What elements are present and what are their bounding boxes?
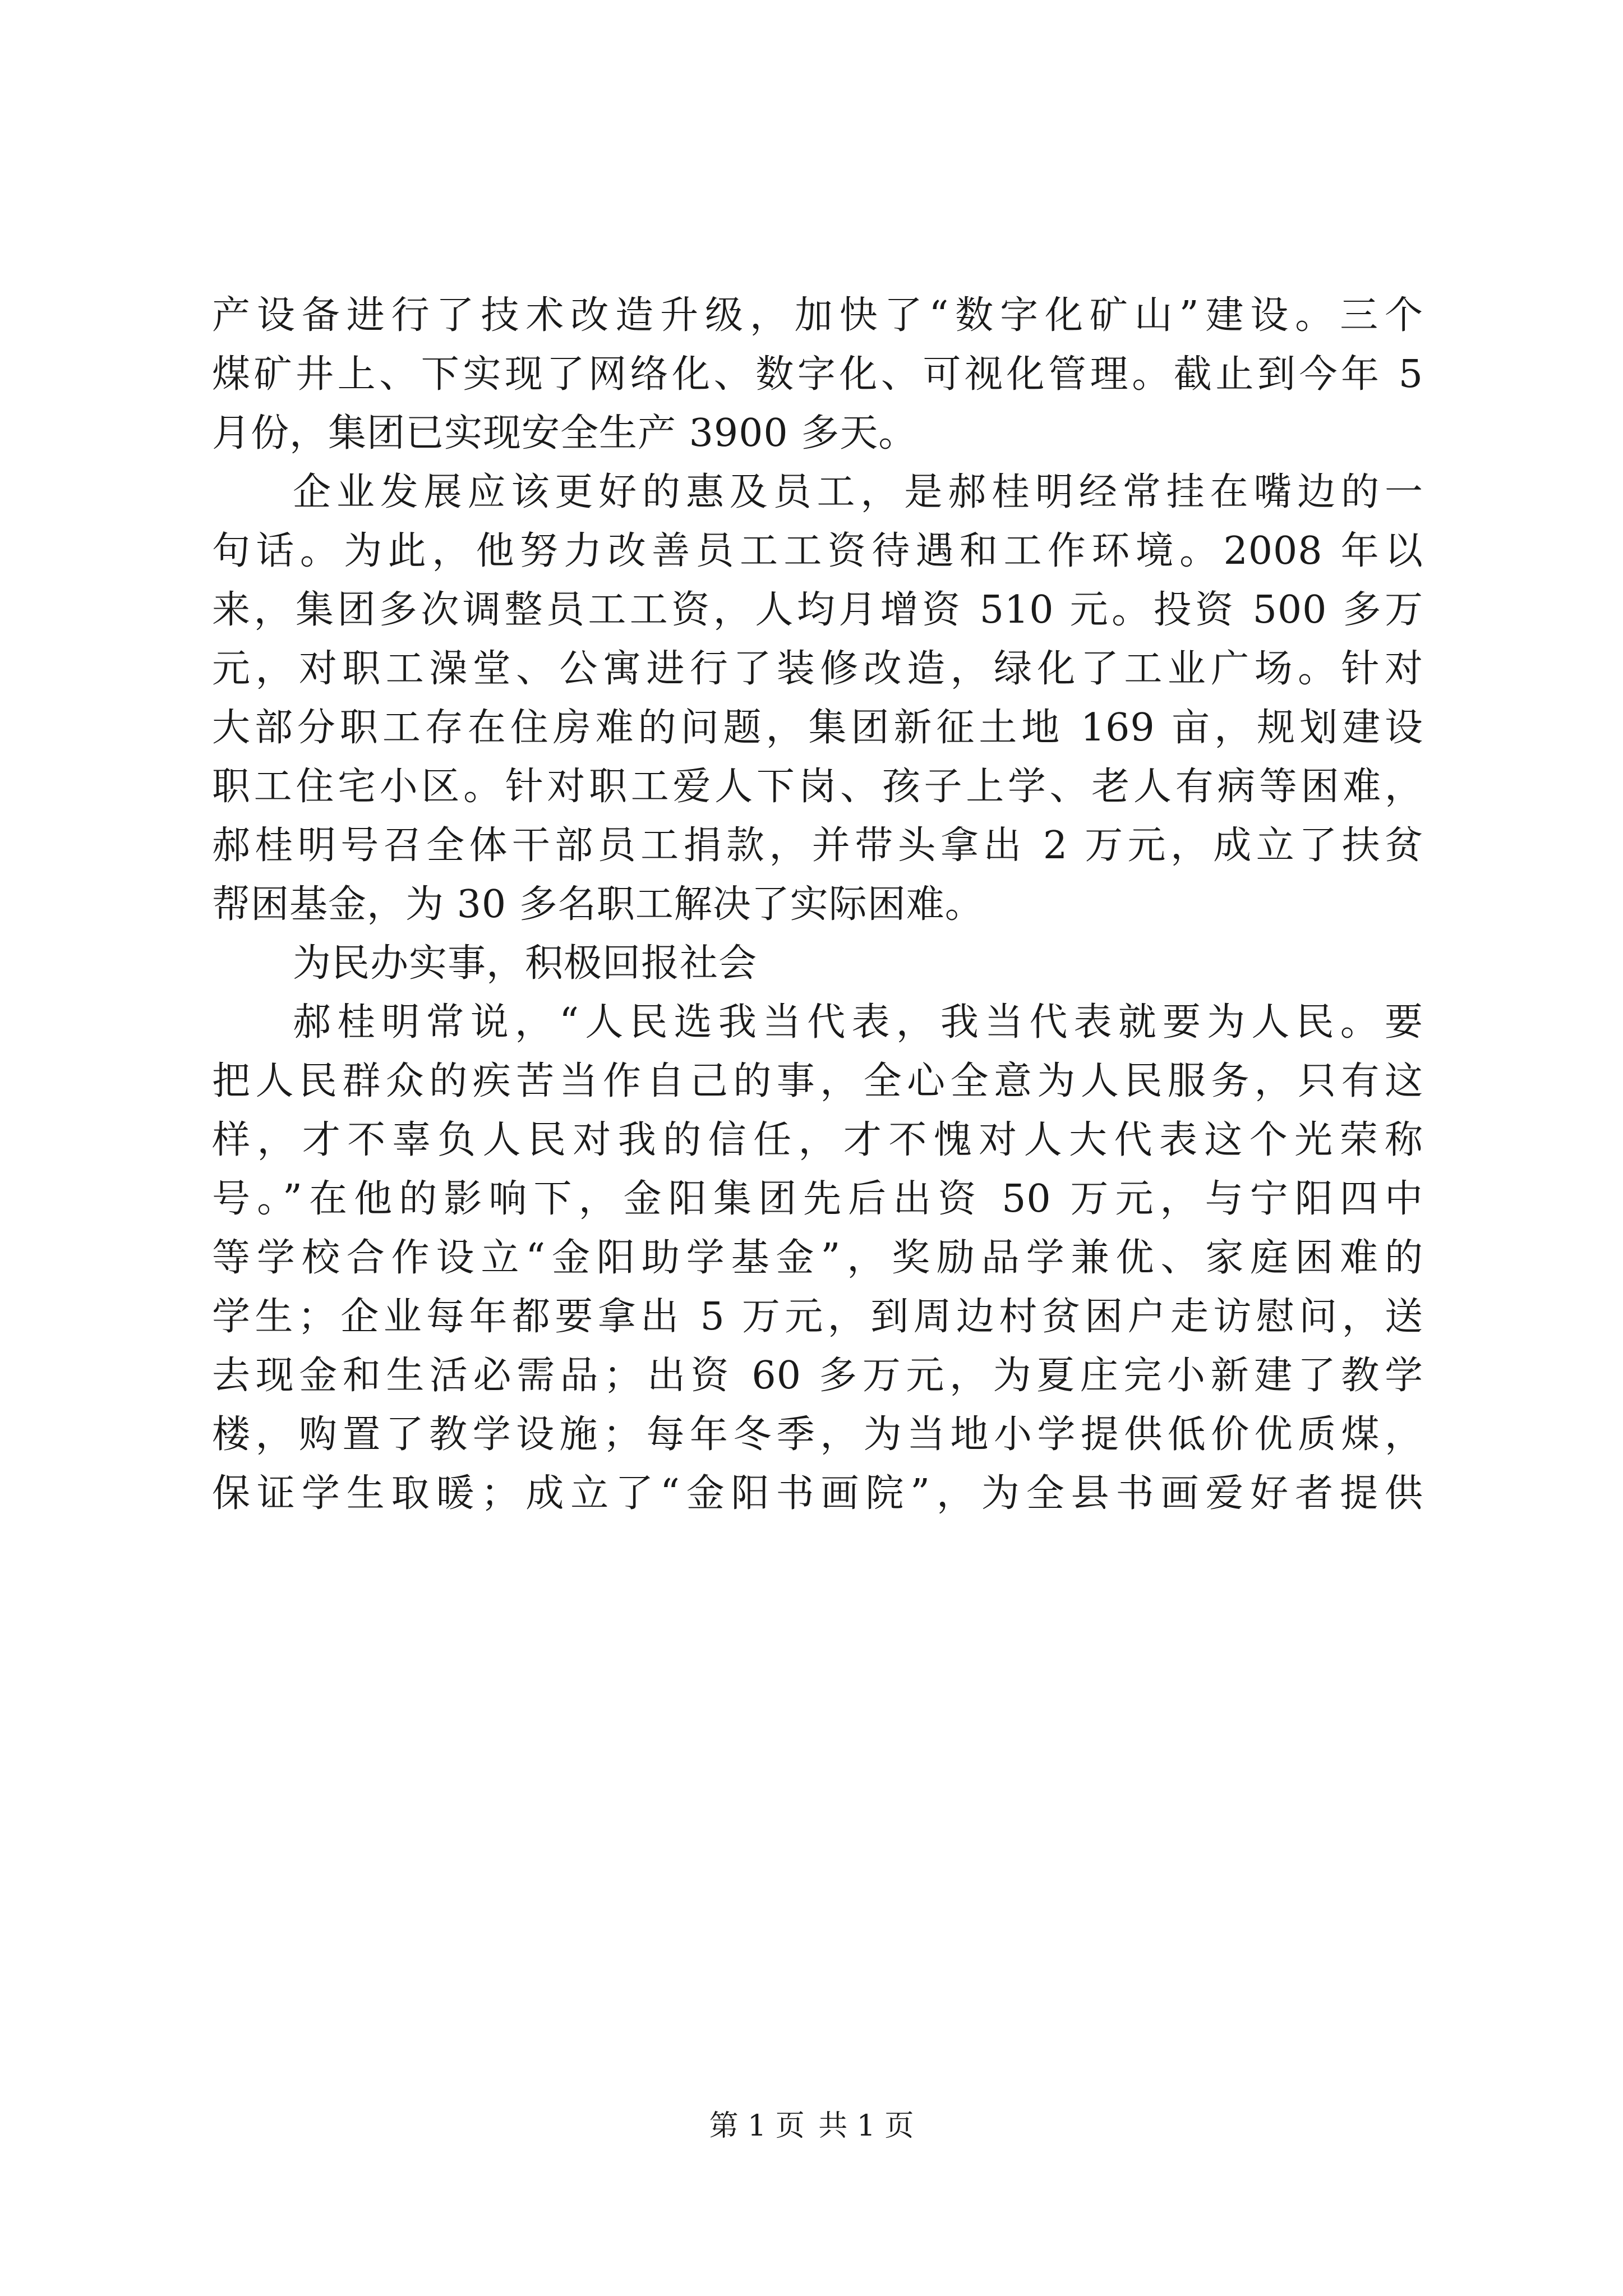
text-line: 元，对职工澡堂、公寓进行了装修改造，绿化了工业广场。针对	[212, 647, 1423, 691]
text-line: 帮困基金，为 30 多名职工解决了实际困难。	[212, 882, 984, 927]
page-footer	[0, 2109, 1623, 2143]
text-line: 把人民群众的疾苦当作自己的事，全心全意为人民服务，只有这	[212, 1059, 1423, 1103]
text-line: 大部分职工存在住房难的问题，集团新征土地 169 亩，规划建设	[212, 706, 1423, 750]
text-line: 等学校合作设立“金阳助学基金”，奖励品学兼优、家庭困难的	[212, 1236, 1423, 1280]
page-number: 第 1 页	[709, 2109, 805, 2143]
text-line: 产设备进行了技术改造升级，加快了“数字化矿山”建设。三个	[212, 293, 1423, 338]
document-body	[212, 286, 1423, 1523]
text-line: 来，集团多次调整员工工资，人均月增资 510 元。投资 500 多万	[212, 588, 1423, 632]
paragraph-4	[212, 993, 1423, 1523]
text-line: 楼，购置了教学设施；每年冬季，为当地小学提供低价优质煤，	[212, 1412, 1423, 1457]
section-heading	[212, 934, 1423, 993]
paragraph-1	[212, 286, 1423, 463]
heading-line: 为民办实事，积极回报社会	[293, 941, 758, 986]
text-line: 煤矿井上、下实现了网络化、数字化、可视化管理。截止到今年 5	[212, 352, 1423, 397]
page-total: 共 1 页	[818, 2109, 914, 2143]
paragraph-2	[212, 463, 1423, 934]
text-line: 学生；企业每年都要拿出 5 万元，到周边村贫困户走访慰问，送	[212, 1295, 1423, 1339]
text-line: 郝桂明常说，“人民选我当代表，我当代表就要为人民。要	[293, 1000, 1423, 1045]
text-line: 保证学生取暖；成立了“金阳书画院”，为全县书画爱好者提供	[212, 1471, 1423, 1516]
text-line: 企业发展应该更好的惠及员工，是郝桂明经常挂在嘴边的一	[293, 470, 1423, 514]
text-line: 月份，集团已实现安全生产 3900 多天。	[212, 411, 917, 455]
text-line: 职工住宅小区。针对职工爱人下岗、孩子上学、老人有病等困难，	[212, 765, 1423, 809]
text-line: 句话。为此，他努力改善员工工资待遇和工作环境。2008 年以	[212, 529, 1423, 573]
text-line: 号。”在他的影响下，金阳集团先后出资 50 万元，与宁阳四中	[212, 1177, 1423, 1221]
text-line: 郝桂明号召全体干部员工捐款，并带头拿出 2 万元，成立了扶贫	[212, 823, 1423, 868]
text-line: 去现金和生活必需品；出资 60 多万元，为夏庄完小新建了教学	[212, 1354, 1423, 1398]
text-line: 样，才不辜负人民对我的信任，才不愧对人大代表这个光荣称	[212, 1118, 1423, 1162]
